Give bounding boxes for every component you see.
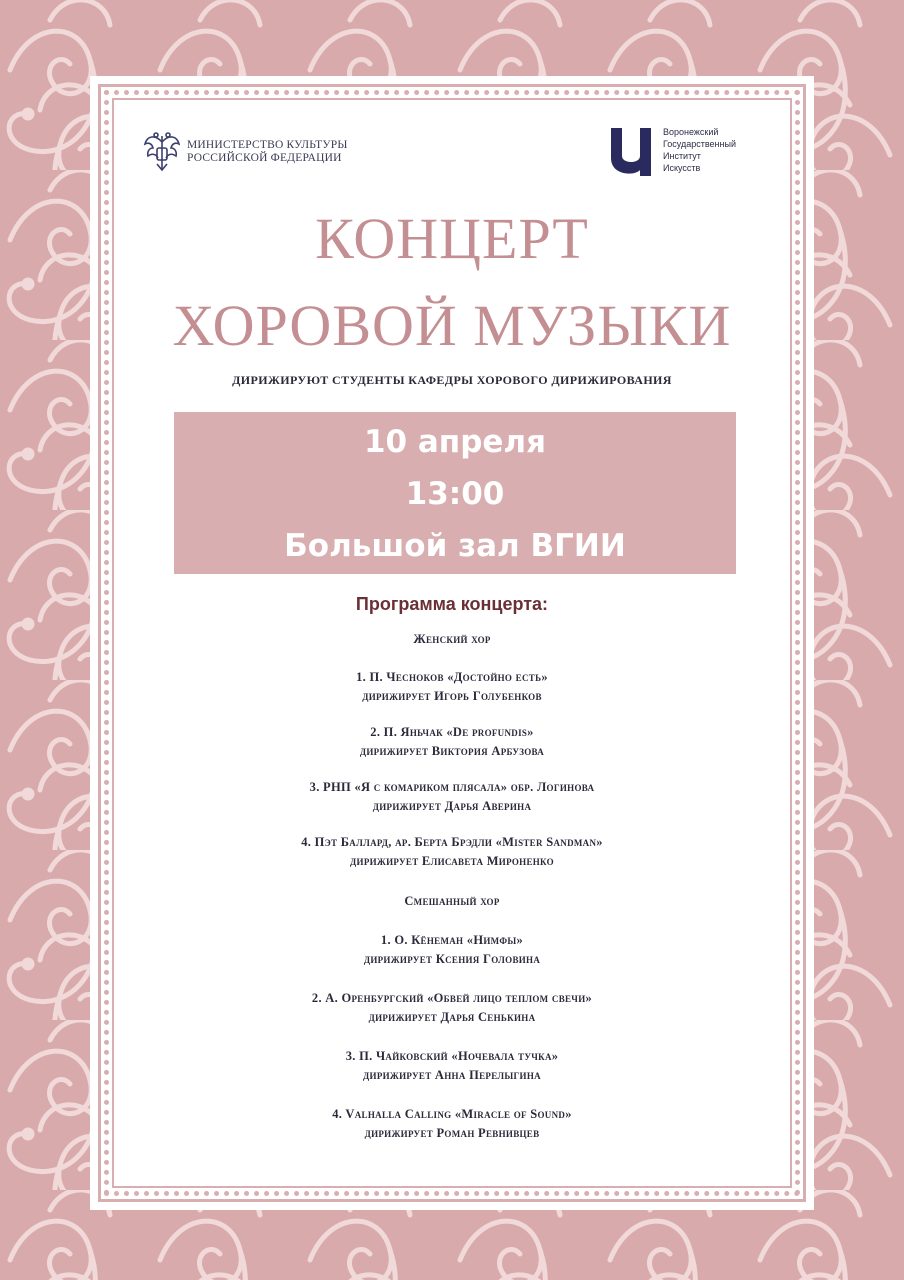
piece-conductor: дирижирует Анна Перелыгина — [363, 1068, 541, 1082]
ministry-name-line1: МИНИСТЕРСТВО КУЛЬТУРЫ — [187, 139, 348, 151]
program-heading: Программа концерта: — [355, 594, 549, 614]
poster-title-line1: КОНЦЕРТ — [315, 206, 589, 271]
list-item — [100, 778, 804, 816]
list-item — [100, 1105, 804, 1143]
event-info-box — [174, 412, 736, 574]
poster-title-line2: ХОРОВОЙ МУЗЫКИ — [172, 293, 732, 358]
piece-conductor: дирижирует Игорь Голубенков — [362, 689, 542, 703]
list-item — [100, 668, 804, 706]
ministry-logo — [143, 130, 348, 174]
list-item — [100, 931, 804, 969]
piece-title: 3. П. Чайковский «Ночевала тучка» — [345, 1049, 559, 1063]
piece-title: 4. Пэт Баллард, ар. Берта Брэдли «Mister Sandman» — [301, 835, 603, 849]
piece-title: 2. П. Яньчак «De profundis» — [370, 725, 534, 739]
institute-name-line3: Институт — [663, 151, 701, 161]
institute-name-line2: Государственный — [663, 139, 736, 149]
event-time: 13:00 — [405, 476, 505, 512]
list-item — [100, 1047, 804, 1085]
institute-name-line1: Воронежский — [663, 127, 719, 137]
double-headed-eagle-emblem-icon — [143, 130, 181, 174]
event-date: 10 апреля — [363, 424, 547, 460]
list-item — [100, 833, 804, 871]
piece-conductor: дирижирует Дарья Аверина — [372, 799, 532, 813]
piece-conductor: дирижирует Елисавета Мироненко — [350, 854, 554, 868]
piece-title: 3. РНП «Я с комариком плясала» обр. Логинова — [309, 780, 595, 794]
piece-title: 4. Valhalla Calling «Miracle of Sound» — [332, 1107, 572, 1121]
ministry-name — [187, 139, 348, 165]
piece-title: 1. О. Кёнеман «Нимфы» — [380, 933, 524, 947]
ministry-name-line2: РОССИЙСКОЙ ФЕДЕРАЦИИ — [187, 152, 342, 164]
piece-conductor: дирижирует Ксения Головина — [363, 952, 541, 966]
event-venue: Большой зал ВГИИ — [284, 528, 626, 564]
piece-conductor: дирижирует Дарья Сенькина — [368, 1010, 536, 1024]
piece-conductor: дирижирует Роман Ревнивцев — [364, 1126, 540, 1140]
institute-name-line4: Искусств — [663, 163, 701, 173]
womens-choir-heading: Женский хор — [413, 632, 491, 646]
piece-title: 2. А. Оренбургский «Обвей лицо теплом свечи» — [311, 991, 593, 1005]
piece-title: 1. П. Чесноков «Достойно есть» — [356, 670, 548, 684]
poster-subtitle: ДИРИЖИРУЮТ СТУДЕНТЫ КАФЕДРЫ ХОРОВОГО ДИРИЖИРОВАНИЯ — [232, 373, 672, 387]
piece-conductor: дирижирует Виктория Арбузова — [359, 744, 545, 758]
list-item — [100, 989, 804, 1027]
institute-logo — [607, 126, 736, 178]
mixed-choir-heading: Смешанный хор — [404, 894, 500, 908]
institute-name — [663, 126, 736, 174]
list-item — [100, 723, 804, 761]
program-list — [100, 632, 804, 1162]
u-letter-logo-icon — [607, 126, 655, 178]
